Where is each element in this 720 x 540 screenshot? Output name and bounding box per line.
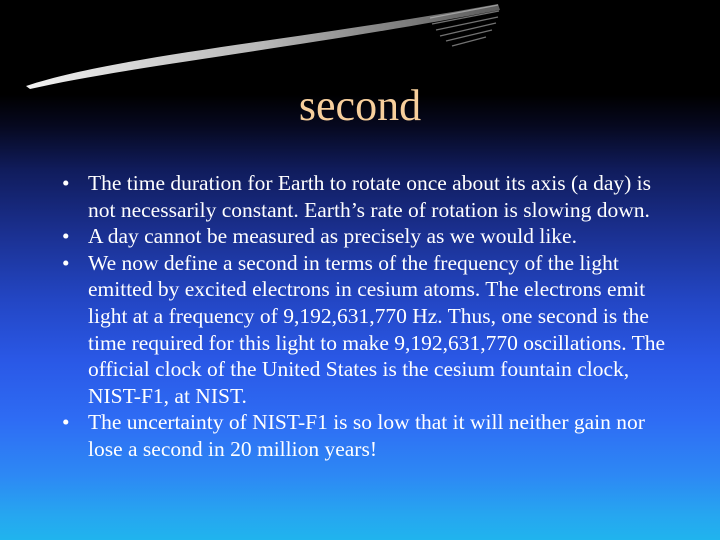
bullet-marker: • [62,224,70,249]
bullet-text: The uncertainty of NIST-F1 is so low that it will neither gain nor lose a second in 20 million years! [88,410,645,461]
bullet-item [62,409,670,462]
bullet-list [62,170,670,463]
bullet-marker: • [62,171,70,195]
bullet-item [62,223,670,250]
bullet-marker: • [62,250,70,275]
bullet-text: A day cannot be measured as precisely as we would like. [88,224,577,249]
bullet-text: We now define a second in terms of the frequency of the light emitted by excited electrons in cesium atoms. The electrons emit light at a frequency of 9,192,631,770 Hz. Thus, one second is the time required for this light to make 9,192,631,770 oscillations. The official clock of the United States is the cesium fountain clock, NIST-F1, at NIST. [88,250,666,408]
bullet-marker: • [62,410,70,435]
bullet-item [62,250,670,410]
bullet-item [62,170,670,223]
bullet-text: The time duration for Earth to rotate once about its axis (a day) is not necessarily constant. Earth’s rate of rotation is slowing down. [88,171,651,222]
slide-title: second [298,81,422,130]
